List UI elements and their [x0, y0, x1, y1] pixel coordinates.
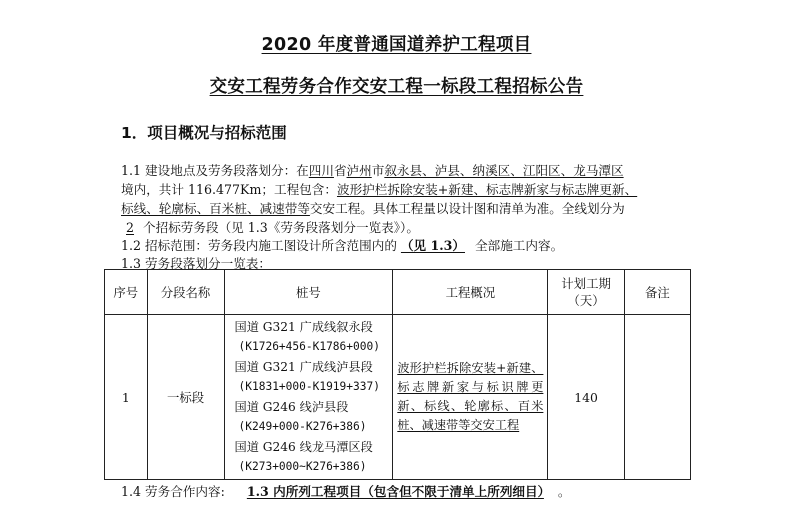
header-section-name: 分段名称 — [147, 270, 224, 315]
province-value: 四川 — [308, 163, 334, 178]
pile-range-3: (K249+000-K276+386) — [238, 420, 367, 433]
paragraph-1-1-line2 — [121, 180, 637, 199]
pile-range-1: (K1726+456-K1786+000) — [238, 340, 380, 353]
header-seq: 序号 — [105, 270, 148, 315]
section-heading-project-overview: 1．项目概况与招标范围 — [121, 124, 287, 142]
document-title-line1: 2020 年度普通国道养护工程项目 — [261, 35, 532, 55]
districts-value: 叙永县、泸县、纳溪区、江阳区、龙马潭区 — [384, 163, 624, 178]
city-value: 泸州 — [346, 163, 372, 178]
cell-pile-numbers — [224, 315, 393, 480]
header-pile-number: 桩号 — [224, 270, 393, 315]
cell-project-overview — [393, 315, 548, 480]
section-division-table — [104, 269, 691, 480]
cell-planned-duration: 140 — [548, 315, 624, 480]
paragraph-1-1-line3 — [121, 199, 625, 218]
table-header-row — [105, 270, 691, 315]
pile-road-2: 国道 G321 广成线泸县段 — [234, 360, 373, 374]
text: 。 — [557, 484, 571, 499]
text: 1.2 招标范围：劳务段内施工图设计所含范围内的 — [121, 238, 397, 253]
paragraph-1-3: 1.3 劳务段落划分一览表： — [121, 256, 271, 271]
pile-road-4: 国道 G246 线龙马潭区段 — [234, 440, 373, 454]
document-title-line2: 交安工程劳务合作交安工程一标段工程招标公告 — [209, 77, 584, 97]
pile-road-3: 国道 G246 线泸县段 — [234, 400, 349, 414]
cooperation-content-value: 1.3 内所列工程项目（包含但不限于清单上所列细目） — [246, 484, 544, 499]
pile-road-1: 国道 G321 广成线叙永段 — [234, 320, 373, 334]
cell-remarks — [624, 315, 690, 480]
header-days-line2: （天） — [567, 293, 605, 308]
text: 全部施工内容。 — [475, 238, 564, 253]
work-scope-value: 波形护栏拆除安装+新建、标志牌新家与标志牌更新、 — [336, 182, 638, 197]
pile-range-4: (K273+000~K276+386) — [238, 460, 367, 473]
text: 境内，共计 116.477Km；工程包含： — [121, 182, 337, 197]
paragraph-1-1-line1 — [121, 161, 624, 180]
table-row — [105, 315, 691, 480]
pile-range-2: (K1831+000-K1919+337) — [238, 380, 380, 393]
header-remarks: 备注 — [624, 270, 690, 315]
text: 市 — [371, 163, 385, 178]
text: 1.1 建设地点及劳务段落划分：在 — [121, 163, 309, 178]
scope-reference-value: （见 1.3） — [400, 238, 465, 253]
text: 省 — [333, 163, 347, 178]
project-overview-text: 波形护栏拆除安装+新建、标志牌新家与标识牌更新、标线、轮廓标、百米桩、减速带等交安工程 — [397, 361, 544, 432]
cell-seq: 1 — [105, 315, 148, 480]
work-scope-value-cont: 标线、轮廓标、百米桩、减速带等 — [121, 201, 310, 216]
paragraph-1-1-line4 — [121, 218, 419, 237]
text: 1.4 劳务合作内容: — [121, 484, 225, 499]
header-project-overview: 工程概况 — [393, 270, 548, 315]
header-planned-duration — [548, 270, 624, 315]
cell-section-name: 一标段 — [147, 315, 224, 480]
text: 个招标劳务段（见 1.3《劳务段落划分一览表》）。 — [139, 220, 419, 235]
paragraph-1-2 — [121, 236, 563, 255]
header-days-line1: 计划工期 — [561, 276, 611, 291]
text: 交安工程。具体工程量以设计图和清单为准。全线划分为 — [309, 201, 625, 216]
section-count-value: 2 — [126, 220, 135, 235]
paragraph-1-4 — [121, 482, 571, 501]
